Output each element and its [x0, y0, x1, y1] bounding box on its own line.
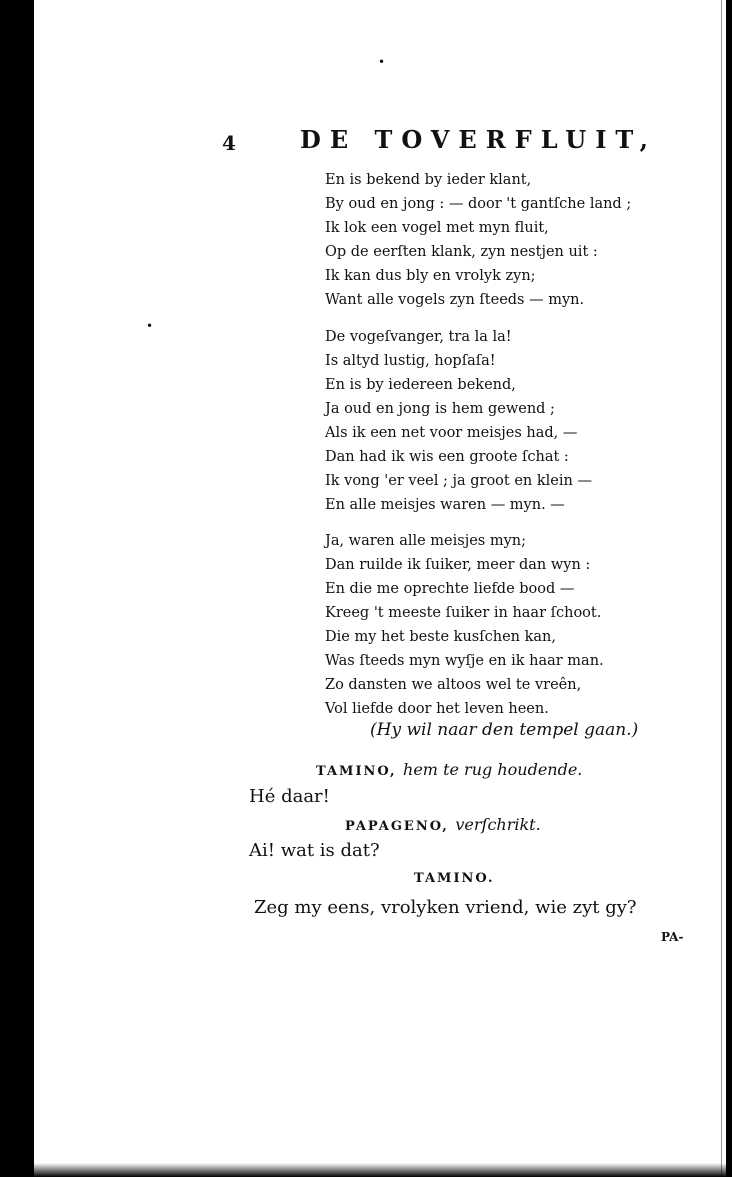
verse-line: En is by iedereen bekend, [325, 377, 516, 393]
verse-line: Als ik een net voor meisjes had, — [325, 425, 578, 441]
stage-direction: (Hy wil naar den tempel gaan.) [370, 720, 639, 740]
running-title: DE TOVERFLUIT, [300, 125, 657, 154]
scan-right-edge [726, 0, 732, 1177]
speaker-heading [345, 815, 541, 834]
speaker-heading [414, 871, 495, 886]
verse-line: Die my het beste kusſchen kan, [325, 629, 556, 645]
verse-line: Ik lok een vogel met myn fluit, [325, 220, 549, 236]
ink-speck: • [146, 319, 154, 333]
verse-line: De vogeſvanger, tra la la! [325, 329, 512, 345]
page-number: 4 [222, 131, 236, 155]
verse-line: By oud en jong : — door 't gantſche land ; [325, 196, 632, 212]
verse-line: Was ſteeds myn wyſje en ik haar man. [325, 653, 604, 669]
stanza-2 [325, 325, 592, 517]
verse-line: Dan ruilde ik ſuiker, meer dan wyn : [325, 557, 591, 573]
speaker-note: hem te rug houdende. [403, 760, 583, 779]
scan-bottom-shadow [0, 1163, 732, 1177]
speaker-name: TAMINO, [316, 764, 397, 779]
verse-line: Vol liefde door het leven heen. [325, 701, 549, 717]
speech-line: Hé daar! [249, 786, 330, 807]
verse-line: Ik kan dus bly en vrolyk zyn; [325, 268, 536, 284]
verse-line: Dan had ik wis een groote ſchat : [325, 449, 569, 465]
verse-line: En is bekend by ieder klant, [325, 172, 532, 188]
verse-line: Op de eerſten klank, zyn nestjen uit : [325, 244, 598, 260]
verse-line: En die me oprechte liefde bood — [325, 581, 575, 597]
ink-speck: • [378, 55, 386, 69]
stanza-1 [325, 168, 631, 312]
speech-line: Zeg my eens, vrolyken vriend, wie zyt gy? [254, 897, 637, 918]
verse-line: Ik vong 'er veel ; ja groot en klein — [325, 473, 592, 489]
verse-line: Want alle vogels zyn ſteeds — myn. [325, 292, 585, 308]
speech-line: Ai! wat is dat? [249, 840, 380, 861]
verse-line: Zo dansten we altoos wel te vreên, [325, 677, 582, 693]
verse-line: Kreeg 't meeste ſuiker in haar ſchoot. [325, 605, 602, 621]
catchword: PA- [661, 930, 684, 944]
scan-right-fold-line [721, 0, 722, 1177]
verse-line: Is altyd lustig, hopſaſa! [325, 353, 496, 369]
scan-left-edge [0, 0, 34, 1177]
verse-line: En alle meisjes waren — myn. — [325, 497, 565, 513]
speaker-name: TAMINO. [414, 871, 495, 886]
speaker-note: verſchrikt. [455, 815, 541, 834]
speaker-heading [316, 760, 582, 779]
speaker-name: PAPAGENO, [345, 819, 449, 834]
verse-line: Ja oud en jong is hem gewend ; [325, 401, 555, 417]
verse-line: Ja, waren alle meisjes myn; [325, 533, 527, 549]
stanza-3 [325, 529, 604, 721]
